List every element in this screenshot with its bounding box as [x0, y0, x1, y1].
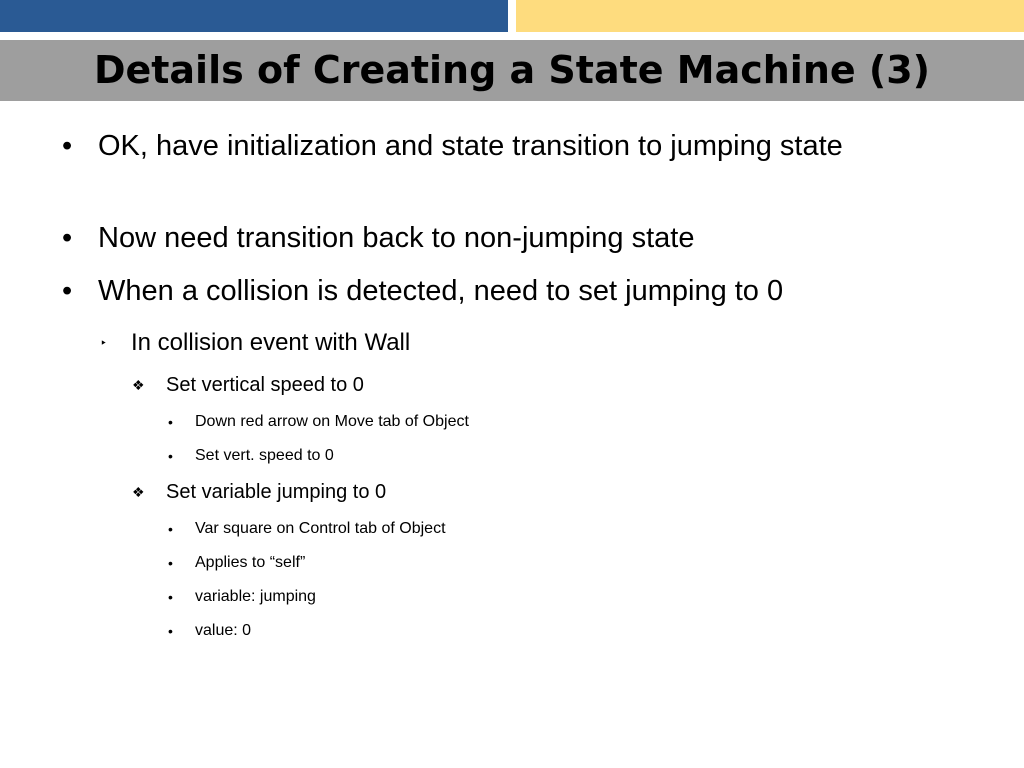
bullet-text: Set vert. speed to 0 [195, 447, 334, 464]
bullet-dot-icon: • [62, 130, 73, 162]
bullet-text: value: 0 [195, 622, 252, 639]
small-dot-bullet-icon: • [168, 414, 173, 430]
sub-bullet-item [132, 479, 912, 505]
bullet-item [62, 272, 962, 310]
bullet-item [62, 219, 962, 257]
bullet-text: In collision event with Wall [131, 329, 411, 356]
sub-bullet-item [132, 372, 912, 398]
bullet-text: Now need transition back to non-jumping state [98, 222, 695, 254]
sub-bullet-item [168, 620, 908, 642]
bullet-text: When a collision is detected, need to set jumping to 0 [98, 275, 784, 307]
bullet-text: Var square on Control tab of Object [195, 520, 446, 537]
bullet-text: Down red arrow on Move tab of Object [195, 413, 469, 430]
diamond-bullet-icon: ❖ [132, 377, 145, 393]
small-dot-bullet-icon: • [168, 448, 173, 464]
sub-bullet-item [168, 586, 908, 608]
small-dot-bullet-icon: • [168, 521, 173, 537]
bullet-item [62, 127, 962, 165]
header-band-yellow [516, 0, 1024, 32]
sub-bullet-item [168, 445, 908, 467]
small-dot-bullet-icon: • [168, 589, 173, 605]
bullet-text: OK, have initialization and state transition to jumping state [98, 130, 843, 162]
bullet-text: Set variable jumping to 0 [166, 481, 387, 503]
bullet-text: Set vertical speed to 0 [166, 374, 364, 396]
bullet-dot-icon: • [62, 275, 73, 307]
small-dot-bullet-icon: • [168, 555, 173, 571]
bullet-text: Applies to “self” [195, 554, 306, 571]
bullet-text: variable: jumping [195, 588, 316, 605]
slide-title: Details of Creating a State Machine (3) [93, 48, 931, 92]
diamond-bullet-icon: ❖ [132, 484, 145, 500]
sub-bullet-item [168, 552, 908, 574]
sub-bullet-item [168, 411, 908, 433]
small-dot-bullet-icon: • [168, 623, 173, 639]
sub-bullet-item [168, 518, 908, 540]
sub-bullet-item [100, 328, 920, 358]
triangle-bullet-icon: ‣ [100, 336, 108, 350]
bullet-dot-icon: • [62, 222, 73, 254]
header-band-blue [0, 0, 508, 32]
